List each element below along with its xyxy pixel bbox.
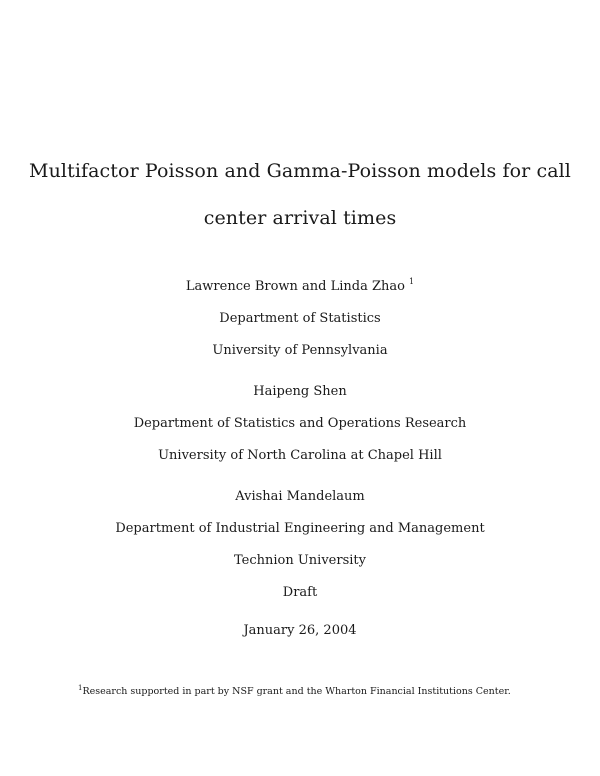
- affiliation-department: Department of Statistics: [219, 311, 381, 326]
- footnote-text: Research supported in part by NSF grant and the Wharton Financial Institutions Center.: [82, 686, 511, 697]
- author-block-1-names: [0, 279, 600, 294]
- author-name: Avishai Mandelaum: [235, 489, 365, 504]
- affiliation-university: Technion University: [233, 553, 366, 568]
- affiliation-university: University of Pennsylvania: [212, 343, 388, 358]
- publication-date: January 26, 2004: [243, 623, 357, 638]
- footnote: [78, 686, 511, 697]
- author-names: Lawrence Brown and Linda Zhao: [185, 279, 405, 294]
- author-footnote-mark: 1: [408, 277, 415, 286]
- footnote-mark: 1: [78, 684, 83, 692]
- title-line-2: center arrival times: [203, 207, 397, 229]
- draft-status: Draft: [282, 585, 318, 600]
- author-name: Haipeng Shen: [253, 384, 347, 399]
- affiliation-department: Department of Industrial Engineering and Management: [115, 521, 485, 536]
- affiliation-university: University of North Carolina at Chapel Hill: [158, 448, 442, 463]
- affiliation-department: Department of Statistics and Operations Research: [133, 416, 467, 431]
- title-line-1: Multifactor Poisson and Gamma-Poisson models for call: [29, 160, 571, 182]
